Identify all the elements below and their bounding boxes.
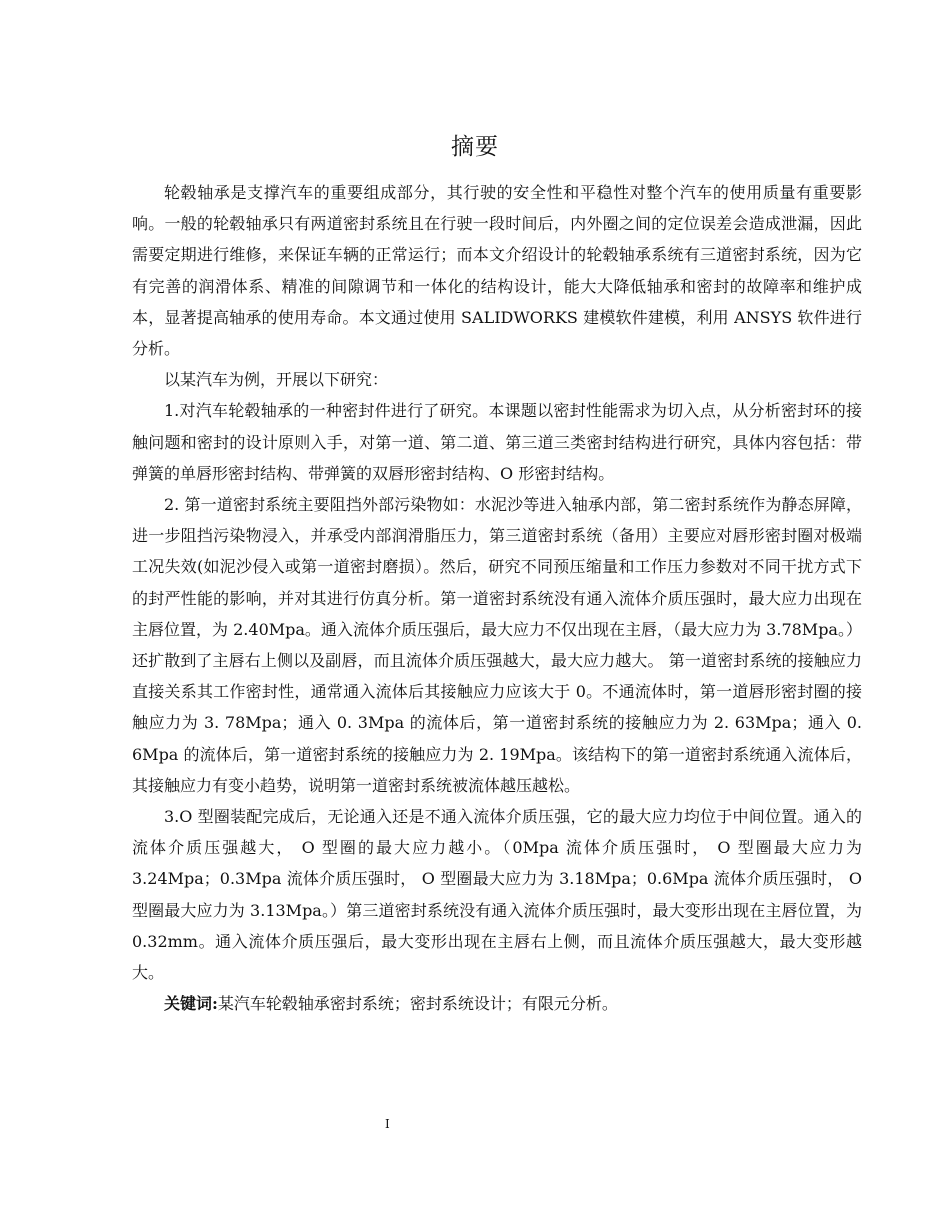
page-number: I [385, 1117, 390, 1131]
keywords-label: 关键词: [164, 994, 218, 1014]
abstract-body [132, 177, 862, 1019]
paragraph-point-2: 2. 第一道密封系统主要阻挡外部污染物如：水泥沙等进入轴承内部，第二密封系统作为静态屏障，进一步阻挡污染物浸入，并承受内部润滑脂压力，第三道密封系统（备用）主要应对唇形密封圈对极端工况失效(如泥沙侵入或第一道密封磨损）。然后，研究不同预压缩量和工作压力参数对不同干扰方式下的封严性能的影响，并对其进行仿真分析。第一道密封系统没有通入流体介质压强时，最大应力出现在主唇位置，为 2.40Mpa。通入流体介质压强后，最大应力不仅出现在主唇，（最大应力为 3.78Mpa。）还扩散到了主唇右上侧以及副唇，而且流体介质压强越大，最大应力越大。 第一道密封系统的接触应力直接关系其工作密封性，通常通入流体后其接触应力应该大于 0。不通流体时，第一道唇形密封圈的接触应力为 3. 78Mpa；通入 0. 3Mpa 的流体后，第一道密封系统的接触应力为 2. 63Mpa；通入 0. 6Mpa 的流体后，第一道密封系统的接触应力为 2. 19Mpa。该结构下的第一道密封系统通入流体后，其接触应力有变小趋势，说明第一道密封系统被流体越压越松。 [132, 495, 862, 795]
keywords-text: 某汽车轮毂轴承密封系统；密封系统设计；有限元分析。 [217, 994, 618, 1014]
paragraph-intro: 轮毂轴承是支撑汽车的重要组成部分，其行驶的安全性和平稳性对整个汽车的使用质量有重要影响。一般的轮毂轴承只有两道密封系统且在行驶一段时间后，内外圈之间的定位误差会造成泄漏，因此需要定期进行维修，来保证车辆的正常运行；而本文介绍设计的轮毂轴承系统有三道密封系统，因为它有完善的润滑体系、精准的间隙调节和一体化的结构设计，能大大降低轴承和密封的故障率和维护成本，显著提高轴承的使用寿命。本文通过使用 SALIDWORKS 建模软件建模，利用 ANSYS 软件进行分析。 [132, 183, 862, 359]
keywords-line [132, 988, 862, 1019]
paragraph-point-1: 1.对汽车轮毂轴承的一种密封件进行了研究。本课题以密封性能需求为切入点，从分析密封环的接触问题和密封的设计原则入手，对第一道、第二道、第三道三类密封结构进行研究，具体内容包括：带弹簧的单唇形密封结构、带弹簧的双唇形密封结构、O 形密封结构。 [132, 401, 862, 483]
page-title: 摘要 [451, 134, 499, 160]
paragraph-point-3: 3.O 型圈装配完成后，无论通入还是不通入流体介质压强，它的最大应力均位于中间位置。通入的流体介质压强越大， O 型圈的最大应力越小。（0Mpa 流体介质压强时， O 型圈最大应力为 3.24Mpa；0.3Mpa 流体介质压强时， O 型圈最大应力为 3.18Mpa；0.6Mpa 流体介质压强时， O 型圈最大应力为 3.13Mpa。）第三道密封系统没有通入流体介质压强时，最大变形出现在主唇位置，为 0.32mm。通入流体介质压强后，最大变形出现在主唇右上侧，而且流体介质压强越大，最大变形越大。 [132, 807, 862, 983]
paragraph-example: 以某汽车为例，开展以下研究： [164, 370, 389, 390]
